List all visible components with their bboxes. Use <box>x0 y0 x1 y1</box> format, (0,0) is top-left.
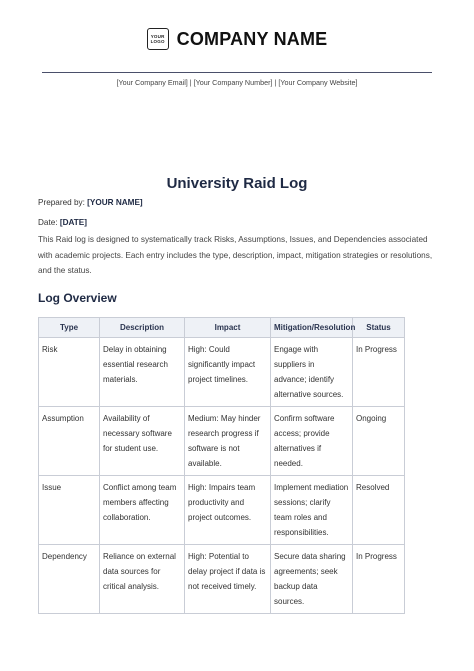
cell-status: In Progress <box>353 545 405 614</box>
date-label: Date: <box>38 218 58 227</box>
date-line <box>38 218 87 227</box>
document-title: University Raid Log <box>166 175 308 192</box>
cell-type: Risk <box>39 338 100 407</box>
cell-type: Assumption <box>39 407 100 476</box>
cell-type: Dependency <box>39 545 100 614</box>
cell-mitigation: Implement mediation sessions; clarify team roles and responsibilities. <box>271 476 353 545</box>
company-name: COMPANY NAME <box>176 28 328 49</box>
date-value: [DATE] <box>59 218 87 227</box>
cell-status: Ongoing <box>353 407 405 476</box>
cell-description: Delay in obtaining essential research materials. <box>100 338 185 407</box>
cell-status: Resolved <box>353 476 405 545</box>
brand <box>147 28 328 50</box>
cell-impact: Medium: May hinder research progress if software is not available. <box>185 407 271 476</box>
cell-mitigation: Confirm software access; provide alternatives if needed. <box>271 407 353 476</box>
logo-text-line1: YOUR <box>150 34 165 39</box>
column-header-mitigation: Mitigation/Resolution <box>271 318 353 338</box>
cell-impact: High: Could significantly impact project timelines. <box>185 338 271 407</box>
column-header-description: Description <box>100 318 185 338</box>
prepared-by-label: Prepared by: <box>38 198 85 207</box>
table-row <box>39 407 405 476</box>
table-header-row <box>39 318 405 338</box>
cell-description: Conflict among team members affecting collaboration. <box>100 476 185 545</box>
cell-impact: High: Potential to delay project if data is not received timely. <box>185 545 271 614</box>
cell-status: In Progress <box>353 338 405 407</box>
cell-impact: High: Impairs team productivity and project outcomes. <box>185 476 271 545</box>
logo-placeholder <box>147 28 169 50</box>
table-row <box>39 338 405 407</box>
prepared-by-value: [YOUR NAME] <box>87 198 143 207</box>
table-row <box>39 545 405 614</box>
company-contacts: [Your Company Email] | [Your Company Number] | [Your Company Website] <box>116 78 358 87</box>
cell-type: Issue <box>39 476 100 545</box>
prepared-by <box>38 198 143 207</box>
column-header-status: Status <box>353 318 405 338</box>
header-divider <box>42 72 432 73</box>
section-heading-log-overview: Log Overview <box>38 291 117 305</box>
logo-text-line2: LOGO <box>150 39 165 44</box>
cell-description: Reliance on external data sources for critical analysis. <box>100 545 185 614</box>
cell-mitigation: Secure data sharing agreements; seek backup data sources. <box>271 545 353 614</box>
table-row <box>39 476 405 545</box>
raid-log-table <box>38 317 405 614</box>
intro-paragraph: This Raid log is designed to systematically track Risks, Assumptions, Issues, and Dependencies associated with academic projects. Each entry includes the type, description, impact, mitigation strategies or resolutions, and the status. <box>38 235 433 275</box>
cell-description: Availability of necessary software for student use. <box>100 407 185 476</box>
document-header <box>0 25 474 50</box>
column-header-impact: Impact <box>185 318 271 338</box>
column-header-type: Type <box>39 318 100 338</box>
cell-mitigation: Engage with suppliers in advance; identify alternative sources. <box>271 338 353 407</box>
